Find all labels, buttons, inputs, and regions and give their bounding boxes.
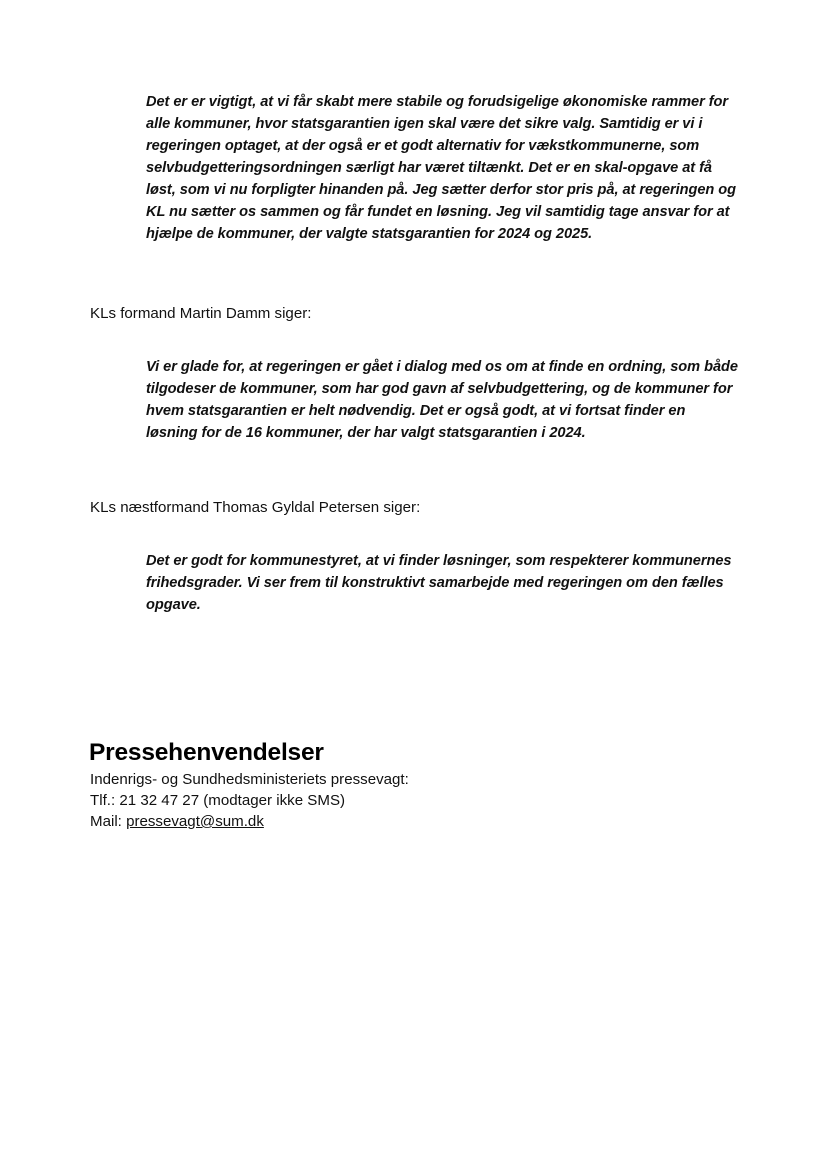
- press-contact-mail-row: [90, 811, 264, 832]
- press-contact-heading: Pressehenvendelser: [89, 739, 324, 767]
- pull-quote-minister: Det er er vigtigt, at vi får skabt mere stabile og forudsigelige økonomiske rammer for alle kommuner, hvor statsgarantien igen skal være det sikre valg. Samtidig er vi i regeringen optaget, at der også er et godt alternativ for vækstkommunerne, som selvbudgetteringsordningen særligt har været tiltænkt. Det er en skal-opgave at få løst, som vi nu forpligter hinanden på. Jeg sætter derfor stor pris på, at regeringen og KL nu sætter os sammen og får fundet en løsning. Jeg vil samtidig tage ansvar for at hjælpe de kommuner, der valgte statsgarantien for 2024 og 2025.: [146, 93, 736, 243]
- press-contact-organisation: Indenrigs- og Sundhedsministeriets pressevagt:: [90, 771, 409, 788]
- pull-quote-naestformand: Det er godt for kommunestyret, at vi finder løsninger, som respekterer kommunernes frihedsgrader. Vi ser frem til konstruktivt samarbejde med regeringen om den fælles opgave.: [146, 552, 732, 613]
- pull-quote-formand: Vi er glade for, at regeringen er gået i dialog med os om at finde en ordning, som både tilgodeser de kommuner, som har god gavn af selvbudgettering, og de kommuner for hvem statsgarantien er helt nødvendig. Det er også godt, at vi fortsat finder en løsning for de 16 kommuner, der har valgt statsgarantien i 2024.: [146, 358, 738, 441]
- quote-attribution-formand: KLs formand Martin Damm siger:: [90, 305, 312, 323]
- quote-attribution-naestformand: KLs næstformand Thomas Gyldal Petersen siger:: [90, 499, 421, 517]
- press-contact-phone: Tlf.: 21 32 47 27 (modtager ikke SMS): [90, 792, 346, 809]
- press-contact-mail-link[interactable]: pressevagt@sum.dk: [126, 813, 264, 830]
- press-contact-mail-label: Mail:: [90, 813, 127, 830]
